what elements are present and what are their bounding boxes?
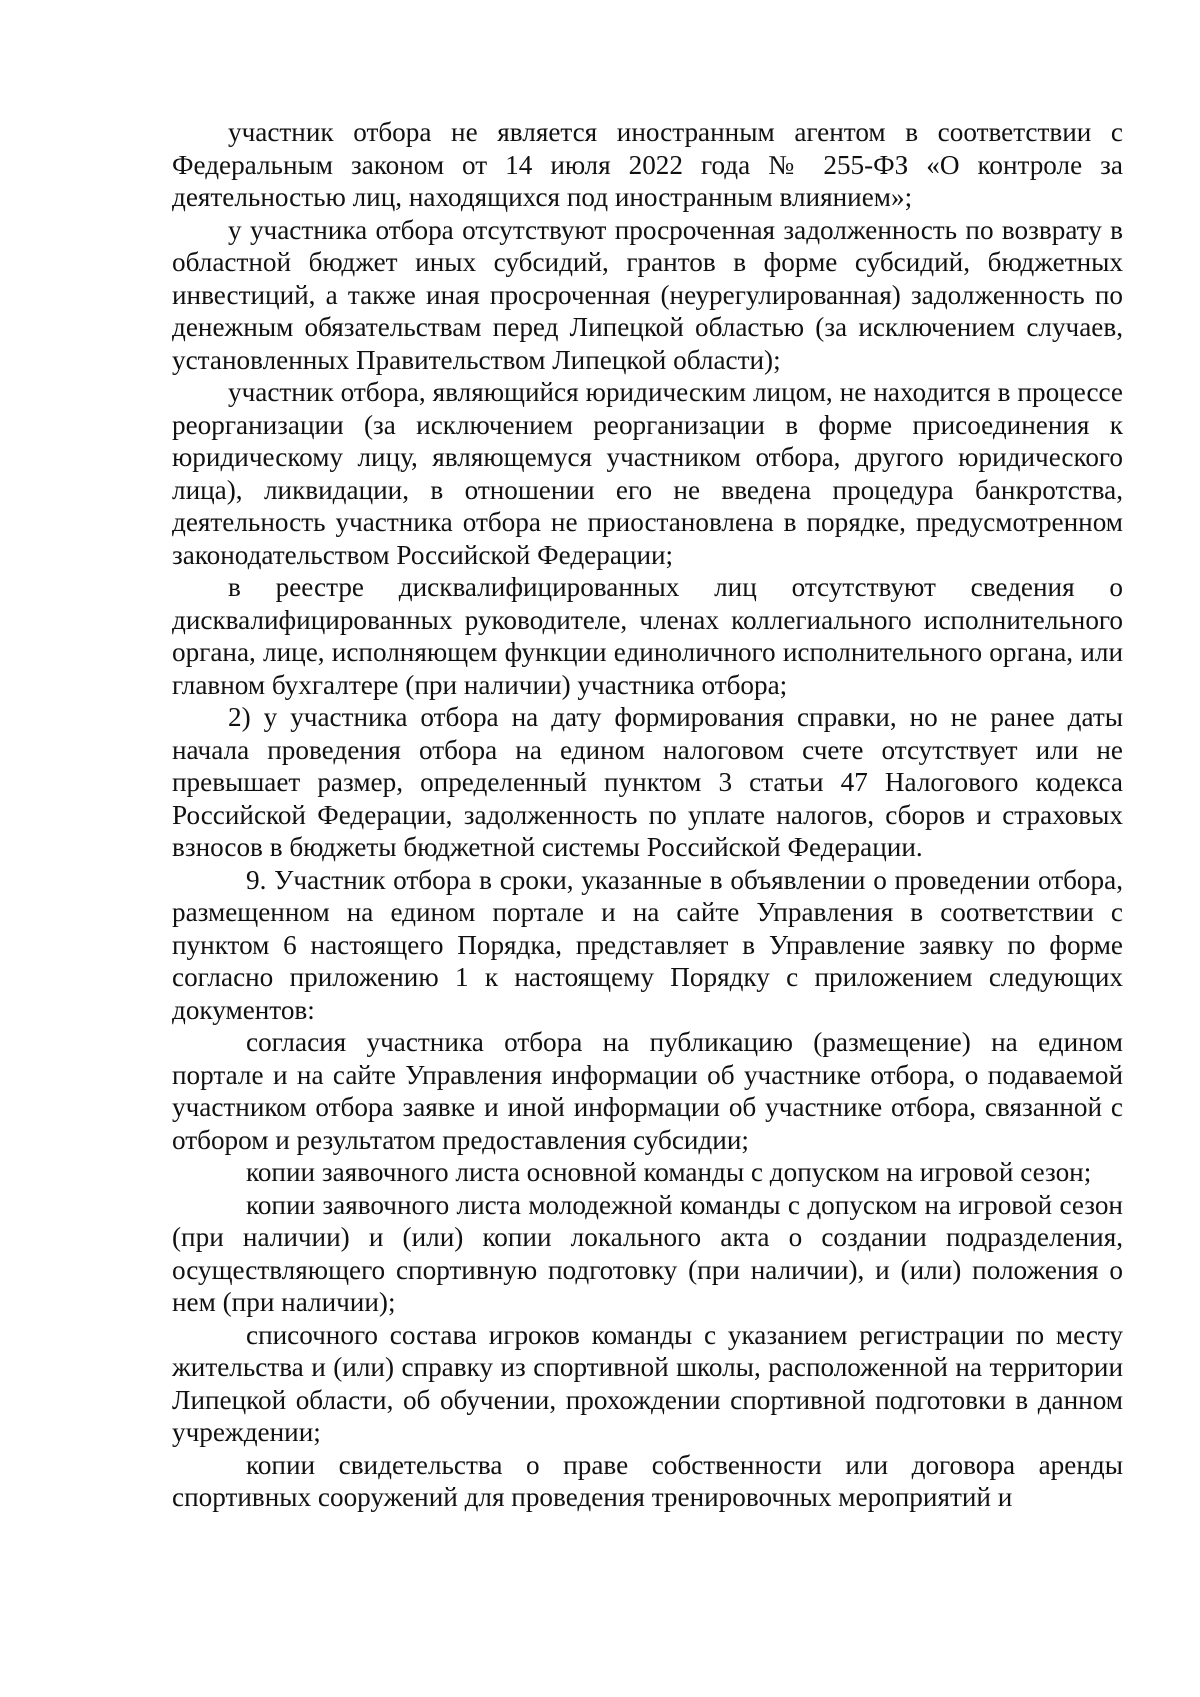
paragraph-property-certificate: копии свидетельства о праве собственности или договора аренды спортивных сооружений для проведения тренировочных мероприятий и — [172, 1449, 1123, 1512]
paragraph-player-roster: списочного состава игроков команды с указанием регистрации по месту жительства и (или) справку из спортивной школы, расположенной на территории Липецкой области, об обучении, прохождении спортивной подготовки в данном учреждении; — [172, 1319, 1123, 1447]
paragraph-disqualified-persons: в реестре дисквалифицированных лиц отсутствуют сведения о дисквалифицированных руководителе, членах коллегиального исполнительного органа, лице, исполняющем функции единоличного исполнительного органа, или главном бухгалтере (при наличии) участника отбора; — [172, 572, 1123, 700]
paragraph-overdue-debt: у участника отбора отсутствуют просроченная задолженность по возврату в областной бюджет иных субсидий, грантов в форме субсидий, бюджетных инвестиций, а также иная просроченная (неурегулированная) задолженность по денежным обязательствам перед Липецкой областью (за исключением случаев, установленных Правительством Липецкой области); — [172, 214, 1123, 375]
paragraph-consent-publication: согласия участника отбора на публикацию (размещение) на едином портале и на сайте Управления информации об участнике отбора, о подаваемой участником отбора заявке и иной информации об участнике отбора, связанной с отбором и результатом предоставления субсидии; — [172, 1027, 1123, 1155]
paragraph-section-9: 9. Участник отбора в сроки, указанные в объявлении о проведении отбора, размещенном на едином портале и на сайте Управления в соответствии с пунктом 6 настоящего Порядка, представляет в Управление заявку по форме согласно приложению 1 к настоящему Порядку с приложением следующих документов: — [172, 864, 1123, 1025]
paragraph-reorganization: участник отбора, являющийся юридическим лицом, не находится в процессе реорганизации (за исключением реорганизации в форме присоединения к юридическому лицу, являющемуся участником отбора, другого юридического лица), ликвидации, в отношении его не введена процедура банкротства, деятельность участника отбора не приостановлена в порядке, предусмотренном законодательством Российской Федерации; — [172, 377, 1123, 570]
paragraph-main-team-sheet: копии заявочного листа основной команды с допуском на игровой сезон; — [246, 1157, 1092, 1187]
paragraph-foreign-agent: участник отбора не является иностранным агентом в соответствии с Федеральным законом от 14 июля 2022 года № 255-ФЗ «О контроле за деятельностью лиц, находящихся под иностранным влиянием»; — [172, 117, 1123, 212]
document-text-body — [172, 116, 1123, 1514]
paragraph-tax-debt: 2) у участника отбора на дату формирования справки, но не ранее даты начала проведения отбора на едином налоговом счете отсутствует или не превышает размер, определенный пунктом 3 статьи 47 Налогового кодекса Российской Федерации, задолженность по уплате налогов, сборов и страховых взносов в бюджеты бюджетной системы Российской Федерации. — [172, 702, 1123, 862]
paragraph-youth-team-sheet: копии заявочного листа молодежной команды с допуском на игровой сезон (при наличии) и (или) копии локального акта о создании подразделения, осуществляющего спортивную подготовку (при наличии), и (или) положения о нем (при наличии); — [172, 1189, 1123, 1317]
